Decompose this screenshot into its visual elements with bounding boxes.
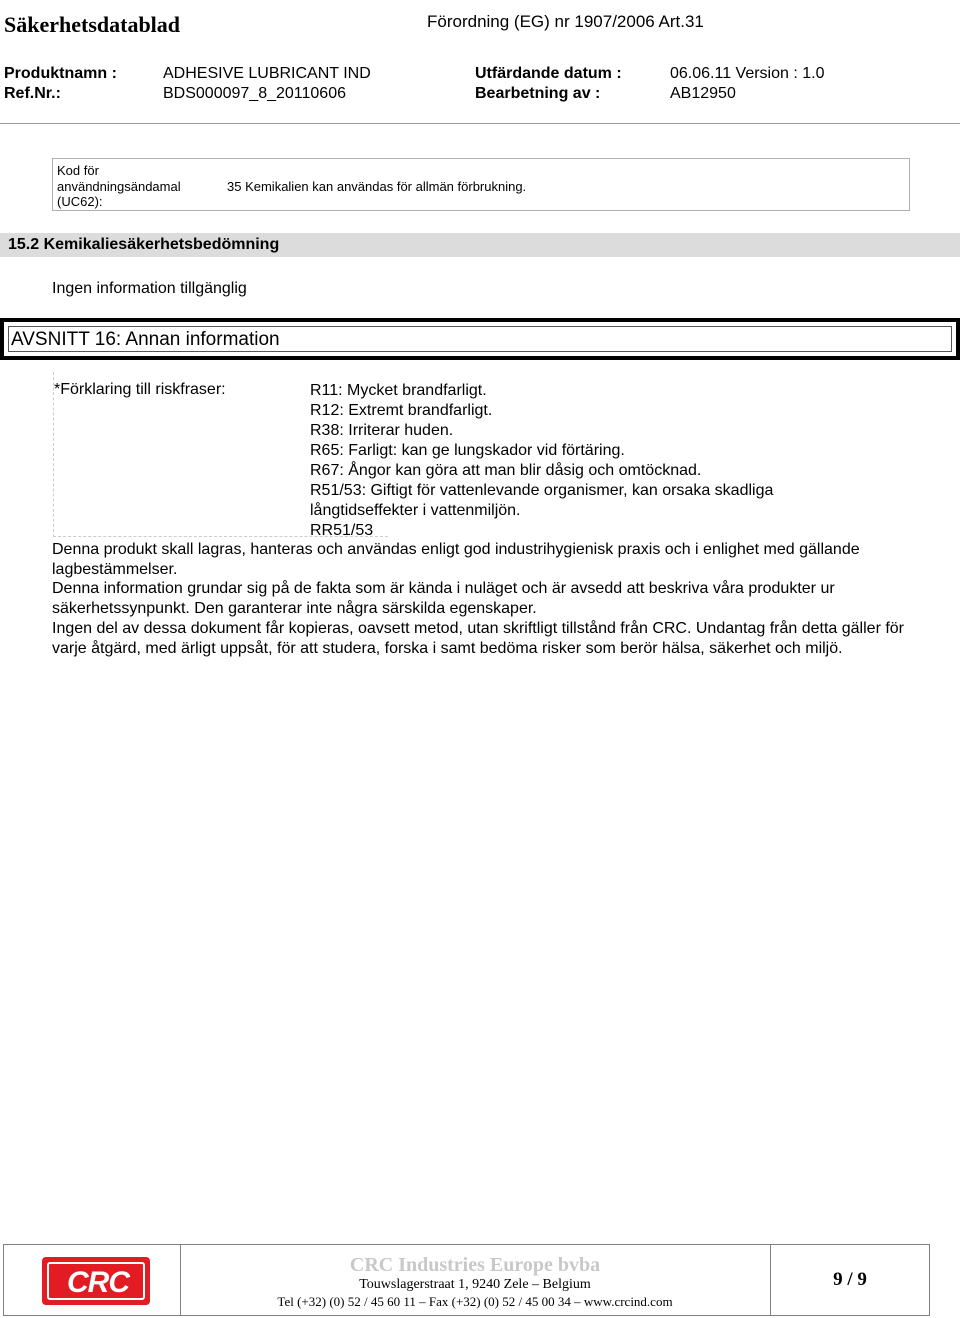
ref-number-label: Ref.Nr.: xyxy=(4,85,61,102)
ref-number-value: BDS000097_8_20110606 xyxy=(163,85,346,102)
footer-logo-cell xyxy=(4,1245,181,1315)
document-title: Säkerhetsdatablad xyxy=(4,12,181,37)
risk-phrases-list xyxy=(310,381,830,541)
section-16-header xyxy=(0,318,960,360)
issue-date-label: Utfärdande datum : xyxy=(475,65,622,82)
section-16-title: AVSNITT 16: Annan information xyxy=(11,329,280,350)
product-name-label: Produktnamn : xyxy=(4,65,117,82)
regulation-reference: Förordning (EG) nr 1907/2006 Art.31 xyxy=(427,12,704,31)
page-footer xyxy=(3,1244,930,1316)
risk-phrase: R65: Farligt: kan ge lungskador vid förtäring. xyxy=(310,442,625,459)
footer-company-cell xyxy=(180,1245,771,1315)
edited-by-label: Bearbetning av : xyxy=(475,85,601,102)
risk-phrase: R11: Mycket brandfarligt. xyxy=(310,382,487,399)
note-paragraph: Denna produkt skall lagras, hanteras och användas enligt god industrihygienisk praxis och i enlighet med gällande lagbestämmelser. xyxy=(52,541,860,578)
company-contact: Tel (+32) (0) 52 / 45 60 11 – Fax (+32) (0) 52 / 45 00 34 – www.crcind.com xyxy=(277,1294,673,1309)
crc-logo-frame xyxy=(47,1262,145,1300)
additional-notes xyxy=(52,540,912,658)
company-address: Touwslagerstraat 1, 9240 Zele – Belgium xyxy=(359,1277,591,1292)
risk-phrase: R51/53: Giftigt för vattenlevande organismer, kan orsaka skadliga långtidseffekter i vattenmiljön. xyxy=(310,482,774,519)
note-paragraph: Ingen del av dessa dokument får kopieras, oavsett metod, utan skriftligt tillstånd från CRC. Undantag från detta gäller för varje åtgärd, med ärligt uppsåt, för att studera, forska i samt bedöma risker som berör hälsa, säkerhet och miljö. xyxy=(52,619,905,657)
note-paragraph: Denna information grundar sig på de fakta som är kända i nuläget och är avsedd att beskriva våra produkter ur säkerhetssynpunkt. Den garanterar inte några särskilda egenskaper. xyxy=(52,580,835,618)
risk-phrases-label: *Förklaring till riskfraser: xyxy=(54,381,226,398)
header-divider xyxy=(0,123,960,124)
crc-logo xyxy=(42,1257,150,1305)
risk-phrase: R67: Ångor kan göra att man blir dåsig och omtöcknad. xyxy=(310,462,702,479)
company-name: CRC Industries Europe bvba xyxy=(349,1254,601,1276)
risk-phrase: RR51/53 xyxy=(310,522,374,539)
section-15-2-title: 15.2 Kemikaliesäkerhetsbedömning xyxy=(8,236,280,253)
product-name-value: ADHESIVE LUBRICANT IND xyxy=(163,65,371,82)
section-15-2-header xyxy=(0,233,960,257)
risk-phrase: R38: Irriterar huden. xyxy=(310,422,454,439)
usage-code-value: 35 Kemikalien kan användas för allmän förbrukning. xyxy=(227,179,527,194)
section-15-2-body: Ingen information tillgänglig xyxy=(52,280,247,297)
edited-by-value: AB12950 xyxy=(670,85,736,102)
usage-code-label: Kod för användningsändamal (UC62): xyxy=(57,163,181,209)
risk-phrase: R12: Extremt brandfarligt. xyxy=(310,402,493,419)
usage-code-box xyxy=(52,158,910,211)
crc-logo-text: CRC xyxy=(67,1266,129,1299)
issue-date-value: 06.06.11 Version : 1.0 xyxy=(670,65,825,82)
page-number: 9 / 9 xyxy=(833,1269,867,1290)
